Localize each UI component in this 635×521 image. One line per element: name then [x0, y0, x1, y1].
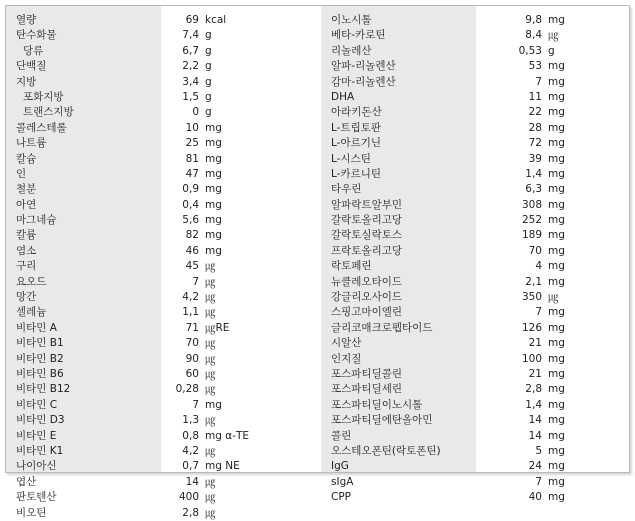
nutrient-unit: mg	[548, 460, 565, 473]
nutrient-label: 마그네슘	[16, 214, 57, 227]
nutrient-label: 열량	[16, 14, 37, 26]
nutrient-label: 엽산	[16, 475, 37, 488]
nutrient-amount: 70	[528, 244, 542, 257]
nutrient-label: 알파락트알부민	[331, 198, 403, 211]
nutrient-value-row	[161, 475, 321, 490]
nutrient-label: 비오틴	[16, 506, 47, 519]
right-value-column	[476, 6, 629, 504]
nutrient-amount: 2,8	[525, 383, 542, 396]
nutrient-amount: 1,4	[525, 398, 542, 411]
nutrient-value-row	[161, 198, 321, 213]
nutrient-label: 염소	[16, 244, 37, 257]
nutrient-value-row	[476, 429, 629, 444]
nutrient-label: 스핑고마이엘린	[331, 306, 403, 319]
nutrient-amount: 0,8	[182, 429, 199, 442]
nutrient-unit: mg	[205, 398, 222, 411]
nutrient-amount: 308	[521, 198, 542, 211]
nutrient-unit: mg	[548, 352, 565, 365]
nutrient-unit: mg	[205, 152, 222, 165]
nutrient-value-row	[476, 213, 629, 228]
nutrient-value-row	[161, 413, 321, 428]
nutrient-label: 비타민 B1	[16, 337, 64, 350]
nutrient-amount: 11	[528, 90, 542, 103]
nutrient-value-row	[161, 290, 321, 305]
nutrient-amount: 4	[535, 260, 542, 273]
nutrient-unit: mg	[548, 383, 565, 396]
nutrient-unit: mg	[548, 183, 565, 196]
nutrient-unit: mg	[548, 106, 565, 119]
nutrient-value-row	[476, 121, 629, 136]
nutrient-value-row	[476, 475, 629, 490]
nutrient-unit: mg	[205, 137, 222, 150]
nutrient-amount: 47	[185, 167, 199, 180]
nutrient-label: 칼륨	[16, 229, 37, 242]
nutrient-amount: 5,6	[182, 214, 199, 227]
nutrient-value-row	[161, 136, 321, 151]
nutrient-amount: 0,9	[182, 183, 199, 196]
nutrient-value-row	[476, 136, 629, 151]
left-value-column	[161, 6, 321, 519]
nutrient-label: IgG	[331, 460, 349, 473]
nutrient-value-row	[161, 398, 321, 413]
nutrient-label: 트랜스지방	[23, 106, 74, 119]
nutrient-label: 글리코매크로펩타이드	[331, 321, 433, 334]
nutrient-label: sIgA	[331, 475, 354, 488]
nutrient-unit: mg	[548, 244, 565, 257]
nutrient-unit: ㎍	[205, 367, 216, 380]
nutrient-unit: ㎍	[205, 337, 216, 350]
nutrient-value-row	[161, 152, 321, 167]
nutrient-amount: 0,7	[182, 460, 199, 473]
nutrient-label: 비타민 K1	[16, 444, 64, 457]
nutrient-amount: 1,5	[182, 90, 199, 103]
nutrient-amount: 21	[528, 367, 542, 380]
nutrient-label: 비타민 D3	[16, 414, 65, 427]
nutrient-unit: ㎍RE	[205, 321, 230, 334]
nutrient-label: 리놀레산	[331, 44, 372, 57]
nutrient-value-row	[476, 305, 629, 320]
nutrient-amount: 9,8	[525, 14, 542, 26]
nutrient-amount: 40	[528, 491, 542, 504]
nutrient-unit: ㎍	[205, 275, 216, 288]
nutrient-unit: g	[205, 90, 212, 103]
nutrient-value-row	[161, 429, 321, 444]
nutrient-amount: 0	[192, 106, 199, 119]
nutrient-unit: mg	[548, 229, 565, 242]
nutrient-amount: 2,1	[525, 275, 542, 288]
nutrient-value-row	[161, 336, 321, 351]
nutrient-amount: 2,2	[182, 60, 199, 73]
nutrient-unit: g	[205, 106, 212, 119]
nutrient-unit: mg	[548, 475, 565, 488]
nutrient-value-row	[476, 182, 629, 197]
nutrient-unit: mg	[548, 198, 565, 211]
nutrient-amount: 400	[178, 491, 199, 504]
nutrient-amount: 8,4	[525, 29, 542, 42]
nutrient-amount: 45	[185, 260, 199, 273]
nutrient-label: 인지질	[331, 352, 362, 365]
nutrient-amount: 5	[535, 444, 542, 457]
nutrient-value-row	[161, 275, 321, 290]
nutrient-unit: mg	[205, 244, 222, 257]
nutrient-amount: 0,53	[518, 44, 542, 57]
nutrient-label: 아라키돈산	[331, 106, 382, 119]
nutrition-table	[5, 5, 630, 519]
nutrient-value-row	[476, 367, 629, 382]
nutrient-unit: mg	[205, 121, 222, 134]
nutrient-value-row	[476, 228, 629, 243]
nutrient-label: 비타민 E	[16, 429, 57, 442]
nutrient-value-row	[161, 459, 321, 474]
nutrient-unit: ㎍	[548, 29, 559, 42]
right-label-column	[321, 6, 476, 504]
nutrient-amount: 60	[185, 367, 199, 380]
nutrient-label: 당류	[23, 44, 44, 57]
nutrient-label: 구리	[16, 260, 37, 273]
nutrient-unit: ㎍	[205, 306, 216, 319]
nutrient-amount: 0,28	[175, 383, 199, 396]
nutrient-amount: 0,4	[182, 198, 199, 211]
nutrient-unit: mg NE	[205, 460, 240, 473]
nutrient-value-row	[476, 490, 629, 505]
nutrient-label: DHA	[331, 90, 355, 103]
nutrient-label: 판토텐산	[16, 491, 57, 504]
nutrient-label: 지방	[16, 75, 37, 88]
nutrient-value-row	[161, 352, 321, 367]
nutrient-value-row	[161, 28, 321, 43]
nutrient-unit: mg	[548, 414, 565, 427]
nutrient-value-row	[161, 444, 321, 459]
nutrient-value-row	[476, 275, 629, 290]
nutrient-unit: ㎍	[205, 291, 216, 304]
nutrient-amount: 4,2	[182, 291, 199, 304]
nutrient-label: 갈락토올리고당	[331, 214, 403, 227]
nutrient-label: 비타민 C	[16, 398, 58, 411]
nutrient-value-row	[476, 444, 629, 459]
nutrient-value-row	[161, 367, 321, 382]
nutrient-label: 시알산	[331, 337, 362, 350]
nutrient-unit: kcal	[205, 14, 227, 26]
nutrient-value-row	[161, 75, 321, 90]
nutrient-unit: mg	[205, 183, 222, 196]
nutrient-amount: 82	[185, 229, 199, 242]
nutrient-unit: mg	[548, 275, 565, 288]
nutrient-value-row	[476, 336, 629, 351]
nutrient-value-row	[161, 382, 321, 397]
nutrient-value-row	[476, 90, 629, 105]
nutrient-amount: 14	[185, 475, 199, 488]
nutrient-amount: 70	[185, 337, 199, 350]
nutrient-label: 이노시톨	[331, 14, 372, 26]
left-label-column	[6, 6, 161, 519]
nutrient-amount: 2,8	[182, 506, 199, 519]
nutrient-label: L-트립토판	[331, 121, 382, 134]
nutrient-value-row	[161, 121, 321, 136]
nutrient-unit: ㎍	[205, 352, 216, 365]
nutrient-label: 칼슘	[16, 152, 37, 165]
nutrient-label: 비타민 B12	[16, 383, 71, 396]
nutrient-unit: ㎍	[205, 414, 216, 427]
nutrient-amount: 22	[528, 106, 542, 119]
nutrient-label: 비타민 B6	[16, 367, 64, 380]
nutrient-label: 락토페린	[331, 260, 372, 273]
nutrient-value-row	[161, 228, 321, 243]
nutrient-unit: mg	[548, 444, 565, 457]
nutrient-amount: 7	[192, 398, 199, 411]
nutrient-unit: mg	[548, 60, 565, 73]
nutrient-unit: mg	[548, 398, 565, 411]
nutrient-amount: 1,3	[182, 414, 199, 427]
nutrient-unit: mg	[548, 260, 565, 273]
nutrient-amount: 39	[528, 152, 542, 165]
nutrient-unit: mg	[548, 214, 565, 227]
nutrient-unit: mg	[205, 214, 222, 227]
nutrient-label: 나트륨	[16, 137, 47, 150]
nutrient-label: 프락토올리고당	[331, 244, 403, 257]
nutrient-unit: mg	[205, 167, 222, 180]
nutrient-label: 망간	[16, 291, 37, 304]
nutrient-unit: g	[548, 44, 555, 57]
nutrient-label: 포스파티딜에탄올아민	[331, 414, 433, 427]
nutrient-value-row	[161, 305, 321, 320]
nutrient-value-row	[476, 152, 629, 167]
nutrient-unit: ㎍	[205, 475, 216, 488]
nutrient-value-row	[476, 259, 629, 274]
nutrient-label: 셀레늄	[16, 306, 47, 319]
nutrient-amount: 21	[528, 337, 542, 350]
nutrient-label: 포스파티딜세린	[331, 383, 403, 396]
nutrient-unit: mg	[548, 167, 565, 180]
nutrient-amount: 7,4	[182, 29, 199, 42]
nutrient-label: 탄수화물	[16, 29, 57, 42]
nutrient-unit: ㎍	[205, 383, 216, 396]
nutrient-value-row	[476, 28, 629, 43]
nutrient-amount: 7	[535, 475, 542, 488]
nutrient-unit: mg	[548, 75, 565, 88]
nutrient-label: 갈락토실락토스	[331, 229, 403, 242]
nutrient-value-row	[161, 167, 321, 182]
nutrient-label: CPP	[331, 491, 351, 504]
nutrient-value-row	[161, 13, 321, 28]
nutrient-label: 요오드	[16, 275, 47, 288]
nutrient-value-row	[476, 413, 629, 428]
nutrient-value-row	[476, 321, 629, 336]
nutrient-value-row	[161, 490, 321, 505]
nutrient-amount: 71	[185, 321, 199, 334]
nutrient-value-row	[161, 213, 321, 228]
nutrient-amount: 72	[528, 137, 542, 150]
nutrient-unit: ㎍	[205, 506, 216, 519]
nutrient-value-row	[476, 290, 629, 305]
nutrient-label: 오스테오폰틴(락토폰틴)	[331, 444, 441, 457]
nutrient-unit: mg	[548, 321, 565, 334]
nutrient-amount: 25	[185, 137, 199, 150]
nutrient-value-row	[476, 75, 629, 90]
nutrient-value-row	[161, 321, 321, 336]
nutrient-label: 단백질	[16, 60, 47, 73]
nutrient-unit: mg	[205, 198, 222, 211]
nutrient-label: L-카르니틴	[331, 167, 382, 180]
nutrient-unit: mg	[548, 337, 565, 350]
nutrient-amount: 1,4	[525, 167, 542, 180]
nutrient-amount: 1,1	[182, 306, 199, 319]
nutrient-label: 감마-리놀렌산	[331, 75, 396, 88]
nutrient-label: 알파-리놀렌산	[331, 60, 396, 73]
nutrient-label: 아연	[16, 198, 37, 211]
nutrient-label: 포화지방	[23, 90, 64, 103]
nutrient-amount: 3,4	[182, 75, 199, 88]
nutrient-label: L-아르기닌	[331, 137, 382, 150]
nutrient-amount: 7	[192, 275, 199, 288]
nutrient-amount: 6,7	[182, 44, 199, 57]
nutrient-unit: g	[205, 29, 212, 42]
nutrient-amount: 46	[185, 244, 199, 257]
nutrient-value-row	[161, 259, 321, 274]
nutrient-amount: 7	[535, 75, 542, 88]
nutrient-amount: 90	[185, 352, 199, 365]
nutrient-unit: ㎍	[205, 444, 216, 457]
nutrient-unit: mg	[548, 491, 565, 504]
nutrient-unit: ㎍	[205, 491, 216, 504]
nutrient-label: L-시스틴	[331, 152, 371, 165]
nutrient-unit: mg	[205, 229, 222, 242]
nutrient-value-row	[161, 182, 321, 197]
nutrient-value-row	[476, 13, 629, 28]
nutrient-unit: mg	[548, 152, 565, 165]
nutrient-amount: 100	[521, 352, 542, 365]
nutrient-value-row	[476, 198, 629, 213]
nutrient-label: 뉴클레오타이드	[331, 275, 403, 288]
nutrient-amount: 252	[521, 214, 542, 227]
nutrient-amount: 14	[528, 414, 542, 427]
nutrient-unit: g	[205, 44, 212, 57]
nutrient-label: 콜레스테롤	[16, 121, 67, 134]
nutrient-amount: 24	[528, 460, 542, 473]
nutrient-amount: 10	[185, 121, 199, 134]
nutrient-value-row	[476, 382, 629, 397]
nutrient-value-row	[476, 167, 629, 182]
nutrient-value-row	[476, 244, 629, 259]
nutrient-amount: 189	[521, 229, 542, 242]
nutrient-amount: 53	[528, 60, 542, 73]
nutrient-label: 콜린	[331, 429, 352, 442]
nutrient-unit: mg	[548, 14, 565, 26]
nutrient-value-row	[476, 105, 629, 120]
nutrient-unit: g	[205, 75, 212, 88]
nutrient-unit: mg	[548, 429, 565, 442]
nutrient-amount: 350	[521, 291, 542, 304]
nutrient-unit: ㎍	[548, 291, 559, 304]
nutrient-unit: mg	[548, 367, 565, 380]
nutrient-value-row	[161, 44, 321, 59]
nutrient-label: 포스파티딜이노시톨	[331, 398, 423, 411]
nutrient-value-row	[161, 105, 321, 120]
nutrient-label: 비타민 A	[16, 321, 57, 334]
nutrient-label: 비타민 B2	[16, 352, 64, 365]
nutrient-value-row	[476, 398, 629, 413]
nutrient-value-row	[161, 244, 321, 259]
nutrient-value-row	[476, 44, 629, 59]
nutrient-label: 강글리오사이드	[331, 291, 403, 304]
nutrient-amount: 28	[528, 121, 542, 134]
nutrient-amount: 81	[185, 152, 199, 165]
nutrient-unit: mg	[548, 137, 565, 150]
nutrient-value-row	[476, 59, 629, 74]
nutrient-value-row	[161, 59, 321, 74]
nutrient-label: 나이아신	[16, 460, 57, 473]
nutrient-amount: 14	[528, 429, 542, 442]
nutrient-unit: mg α-TE	[205, 429, 249, 442]
nutrient-amount: 7	[535, 306, 542, 319]
nutrient-unit: mg	[548, 306, 565, 319]
nutrient-unit: g	[205, 60, 212, 73]
nutrient-unit: ㎍	[205, 260, 216, 273]
nutrient-label: 철분	[16, 183, 37, 196]
nutrient-label: 타우린	[331, 183, 362, 196]
nutrient-value-row	[476, 352, 629, 367]
nutrient-label: 포스파티딜콜린	[331, 367, 403, 380]
nutrient-amount: 6,3	[525, 183, 542, 196]
nutrient-unit: mg	[548, 121, 565, 134]
nutrient-label: 베타-카로틴	[331, 29, 386, 42]
nutrient-label: 인	[16, 167, 27, 180]
nutrient-value-row	[161, 506, 321, 521]
nutrient-unit: mg	[548, 90, 565, 103]
nutrient-amount: 4,2	[182, 444, 199, 457]
nutrient-value-row	[476, 459, 629, 474]
nutrient-amount: 126	[521, 321, 542, 334]
nutrient-amount: 69	[185, 14, 199, 26]
nutrient-value-row	[161, 90, 321, 105]
